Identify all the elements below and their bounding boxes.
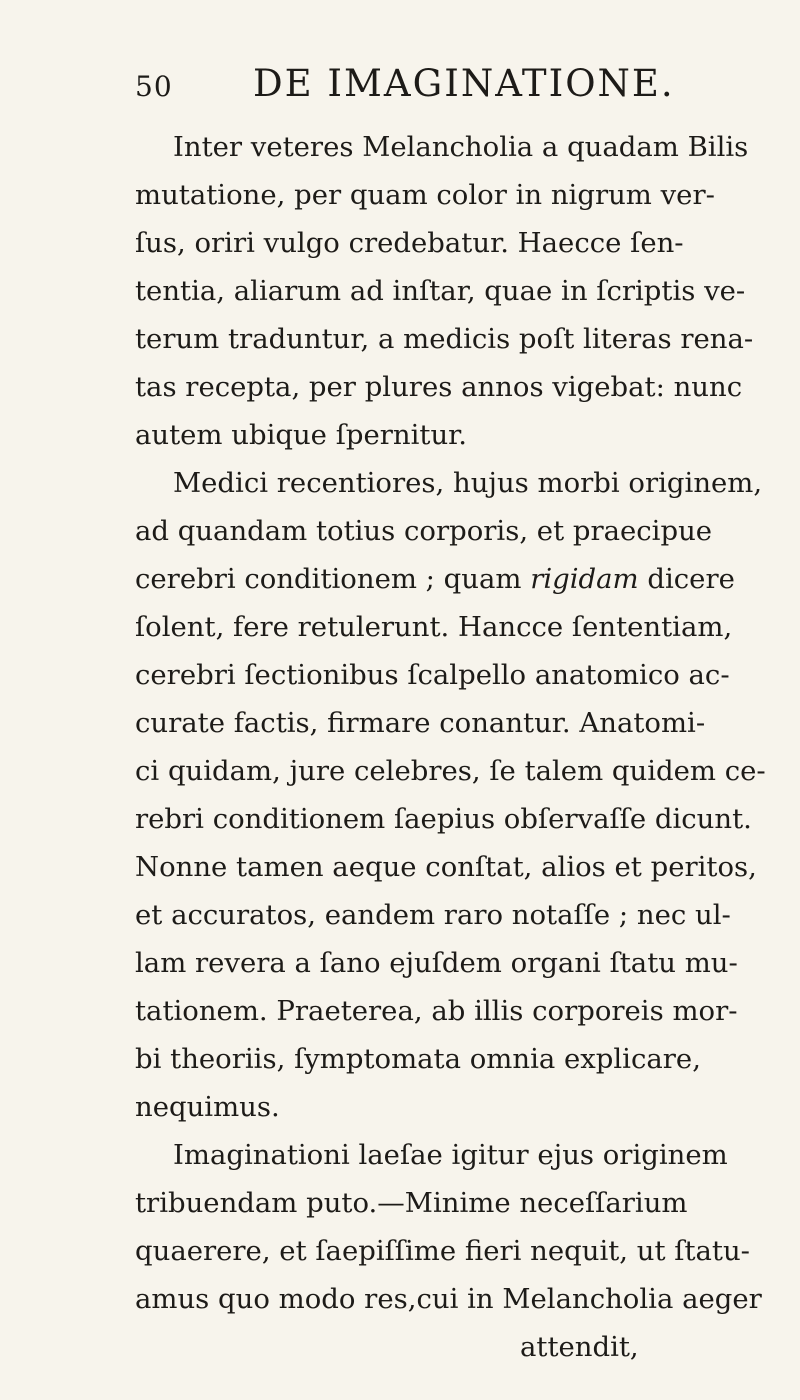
text-line: amus quo modo res,cui in Melancholia aeger xyxy=(135,1283,762,1315)
text-line: et accuratos, eandem raro notaſſe ; nec ul- xyxy=(135,899,731,931)
text-line: ſus, oriri vulgo credebatur. Haecce ſen- xyxy=(135,227,684,259)
text-line: ad quandam totius corporis, et praecipue xyxy=(135,515,713,547)
text-line: tationem. Praeterea, ab illis corporeis mor- xyxy=(135,995,738,1027)
page-number: 50 xyxy=(135,70,173,103)
text-line: mutatione, per quam color in nigrum ver- xyxy=(135,179,715,211)
text-line: bi theoriis, ſymptomata omnia explicare, xyxy=(135,1043,701,1075)
text-line: terum traduntur, a medicis poſt literas rena- xyxy=(135,323,754,355)
text-line: rebri conditionem ſaepius obſervaſſe dicunt. xyxy=(135,803,752,835)
text-line: tribuendam puto.—Minime neceſſarium xyxy=(135,1187,688,1219)
text-line: lam revera a ſano ejuſdem organi ſtatu mu- xyxy=(135,947,738,979)
text-line: cerebri ſectionibus ſcalpello anatomico ac- xyxy=(135,659,730,691)
text-line: Medici recentiores, hujus morbi originem, xyxy=(173,467,763,499)
running-title: DE IMAGINATIONE. xyxy=(253,62,675,105)
text-line: ci quidam, jure celebres, ſe talem quidem ce- xyxy=(135,755,766,787)
text-line: Inter veteres Melancholia a quadam Bilis xyxy=(173,131,749,163)
text-run: cerebri conditionem ; quam xyxy=(135,563,531,595)
text-line: nequimus. xyxy=(135,1091,280,1123)
text-line: tentia, aliarum ad inſtar, quae in ſcriptis ve- xyxy=(135,275,746,307)
text-line: quaerere, et ſaepiſſime fieri nequit, ut ſtatu- xyxy=(135,1235,750,1267)
text-line: Nonne tamen aeque conſtat, alios et peritos, xyxy=(135,851,757,883)
text-line: Imaginationi laeſae igitur ejus originem xyxy=(173,1139,728,1171)
catchword: attendit, xyxy=(520,1331,639,1363)
text-line xyxy=(135,562,735,596)
text-line: autem ubique ſpernitur. xyxy=(135,419,468,451)
italic-word: rigidam xyxy=(530,563,639,595)
text-line: tas recepta, per plures annos vigebat: nunc xyxy=(135,371,743,403)
text-run: dicere xyxy=(638,563,735,595)
text-line: curate factis, firmare conantur. Anatomi- xyxy=(135,707,706,739)
text-line: ſolent, fere retulerunt. Hancce ſententiam, xyxy=(135,611,733,643)
